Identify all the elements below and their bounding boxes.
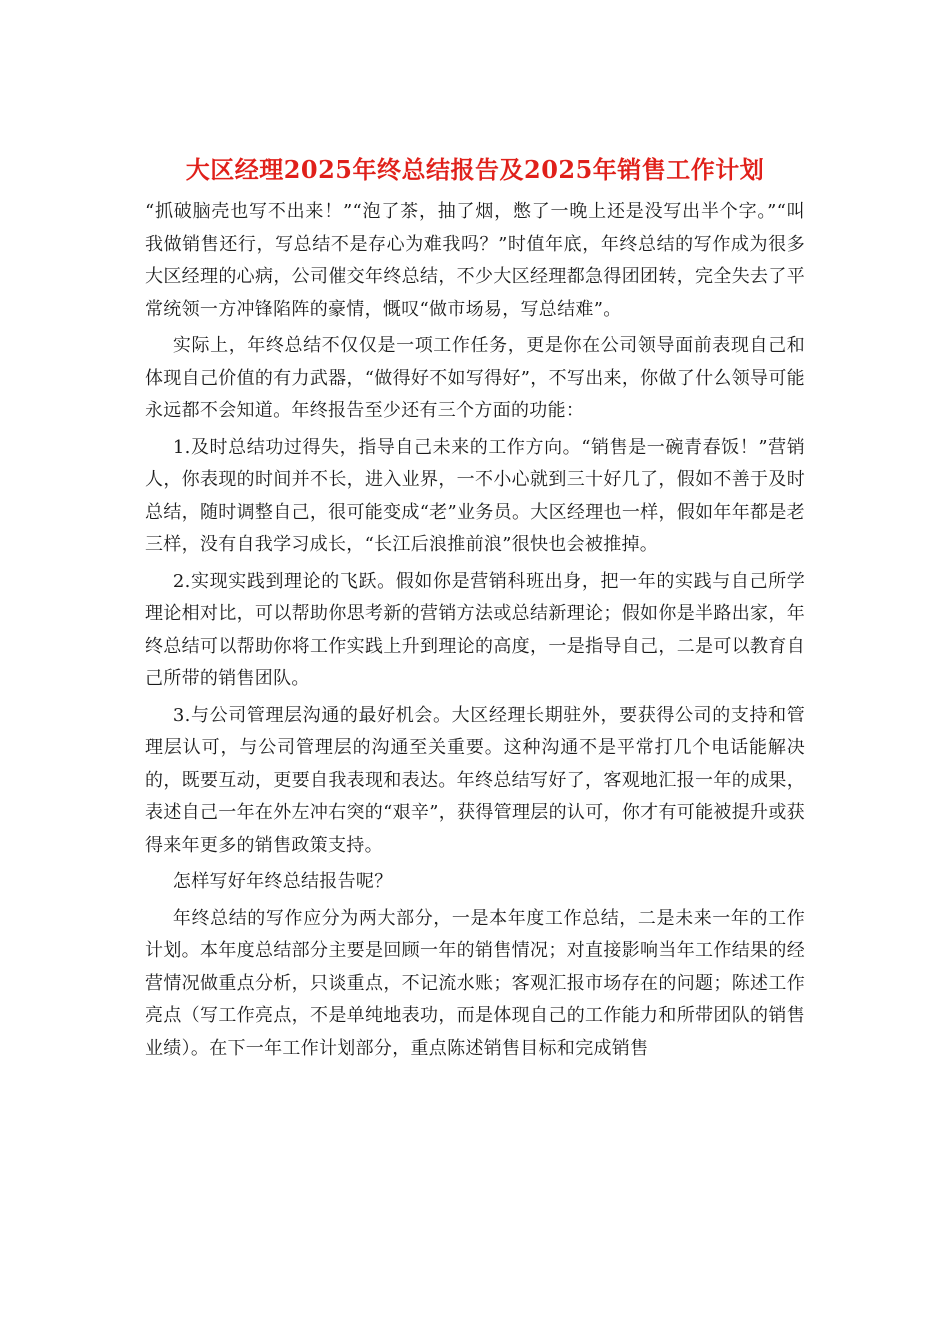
paragraph-intro: “抓破脑壳也写不出来！”“泡了茶，抽了烟，憋了一晚上还是没写出半个字。”“叫我做销售还行，写总结不是存心为难我吗？”时值年底，年终总结的写作成为很多大区经理的心病，公司催交年终总结，不少大区经理都急得团团转，完全失去了平常统领一方冲锋陷阵的豪情，慨叹“做市场易，写总结难”。 [145, 201, 805, 320]
document-page [145, 150, 805, 1069]
paragraph-structure: 年终总结的写作应分为两大部分，一是本年度工作总结，二是未来一年的工作计划。本年度总结部分主要是回顾一年的销售情况；对直接影响当年工作结果的经营情况做重点分析，只谈重点，不记流水账；客观汇报市场存在的问题；陈述工作亮点（写工作亮点，不是单纯地表功，而是体现自己的工作能力和所带团队的销售业绩）。在下一年工作计划部分，重点陈述销售目标和完成销售 [145, 907, 805, 1059]
paragraph-point-3: 3.与公司管理层沟通的最好机会。大区经理长期驻外，要获得公司的支持和管理层认可，与公司管理层的沟通至关重要。这种沟通不是平常打几个电话能解决的，既要互动，更要自我表现和表达。年终总结写好了，客观地汇报一年的成果，表述自己一年在外左冲右突的“艰辛”，获得管理层的认可，你才有可能被提升或获得来年更多的销售政策支持。 [145, 704, 805, 856]
paragraph-point-1: 1.及时总结功过得失，指导自己未来的工作方向。“销售是一碗青春饭！”营销人，你表现的时间并不长，进入业界，一不小心就到三十好几了，假如不善于及时总结，随时调整自己，很可能变成“老”业务员。大区经理也一样，假如年年都是老三样，没有自我学习成长，“长江后浪推前浪”很快也会被推掉。 [145, 436, 805, 555]
document-title: 大区经理2025年终总结报告及2025年销售工作计划 [185, 155, 765, 184]
paragraph-purpose: 实际上，年终总结不仅仅是一项工作任务，更是你在公司领导面前表现自己和体现自己价值的有力武器，“做得好不如写得好”，不写出来，你做了什么领导可能永远都不会知道。年终报告至少还有三个方面的功能： [145, 335, 805, 421]
paragraph-point-2: 2.实现实践到理论的飞跃。假如你是营销科班出身，把一年的实践与自己所学理论相对比，可以帮助你思考新的营销方法或总结新理论；假如你是半路出家，年终总结可以帮助你将工作实践上升到理论的高度，一是指导自己，二是可以教育自己所带的销售团队。 [145, 570, 805, 689]
paragraph-question: 怎样写好年终总结报告呢？ [172, 871, 393, 892]
